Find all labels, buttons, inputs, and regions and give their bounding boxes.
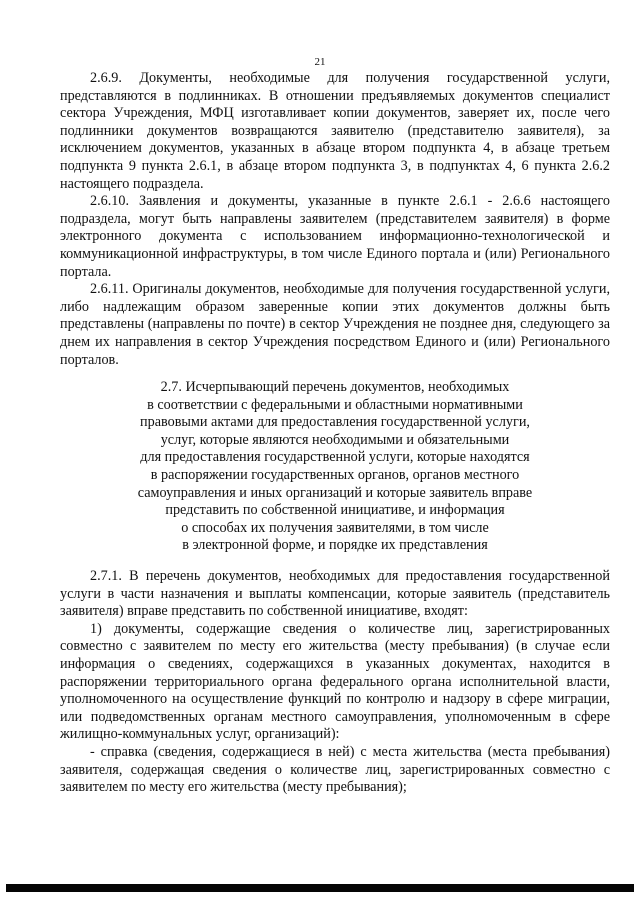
heading-line: представить по собственной инициативе, и информация (165, 502, 505, 519)
section-heading-2-7 (60, 379, 610, 555)
heading-line: в соответствии с федеральными и областными нормативными (147, 396, 523, 413)
paragraph-item-1: 1) документы, содержащие сведения о количестве лиц, зарегистрированных совместно с заявителем по месту его жительства (месту пребывания) (в случае если информация о сведениях, содержащихся в указанных документах, находится в распоряжении территориального органа федерального органа исполнительной власти, уполномоченного на осуществление функций по контролю и надзору в сфере миграции, или подведомственных органам местного самоуправления, уполномоченным в сфере жилищно-коммунальных услуг, организаций): (60, 620, 610, 743)
paragraph-2-6-10: 2.6.10. Заявления и документы, указанные в пункте 2.6.1 - 2.6.6 настоящего подраздела, могут быть направлены заявителем (представителем заявителя) в форме электронного документа с использованием информационно-технологической и коммуникационной инфраструктуры, в том числе Единого портала и (или) Регионального портала. (60, 193, 610, 280)
heading-line: в распоряжении государственных органов, органов местного (150, 466, 520, 483)
paragraphs-top (60, 70, 610, 369)
heading-line: услуг, которые являются необходимыми и обязательными (160, 431, 510, 448)
heading-line: о способах их получения заявителями, в том числе (181, 519, 489, 536)
paragraph-2-6-9: 2.6.9. Документы, необходимые для получения государственной услуги, представляются в подлинниках. В отношении предъявляемых документов специалист сектора Учреждения, МФЦ изготавливает копии документов, заверяет их, после чего подлинники документов возвращаются заявителю (представителю заявителя), за исключением документов, указанных в абзаце втором подпункта 4, в абзаце третьем подпункта 9 пункта 2.6.1, в абзаце втором подпункта 3, в подпунктах 4, 6 пункта 2.6.2 настоящего подраздела. (60, 70, 610, 192)
scan-bottom-bar (6, 884, 634, 892)
page-number: 21 (314, 56, 326, 68)
heading-line: правовыми актами для предоставления государственной услуги, (140, 414, 530, 431)
heading-line: в электронной форме, и порядке их представления (182, 537, 488, 554)
heading-line: самоуправления и иных организаций и которые заявитель вправе (137, 484, 533, 501)
heading-line: 2.7. Исчерпывающий перечень документов, необходимых (160, 379, 510, 395)
paragraph-2-7-1: 2.7.1. В перечень документов, необходимых для предоставления государственной услуги в части назначения и выплаты компенсации, которые заявитель (представитель заявителя) вправе представить по собственной инициативе, входят: (60, 568, 610, 620)
paragraph-item-dash: - справка (сведения, содержащиеся в ней) с места жительства (места пребывания) заявителя, содержащая сведения о количестве лиц, зарегистрированных совместно с заявителем по месту его жительства (месту пребывания); (60, 743, 610, 796)
paragraph-2-6-11: 2.6.11. Оригиналы документов, необходимые для получения государственной услуги, либо надлежащим образом заверенные копии этих документов должны быть представлены (направлены по почте) в сектор Учреждения не позднее дня, следующего за днем их направления в сектор Учреждения посредством Единого и (или) Регионального порталов. (60, 281, 610, 368)
paragraphs-bottom (60, 568, 610, 797)
heading-line: для предоставления государственной услуги, которые находятся (140, 449, 530, 466)
